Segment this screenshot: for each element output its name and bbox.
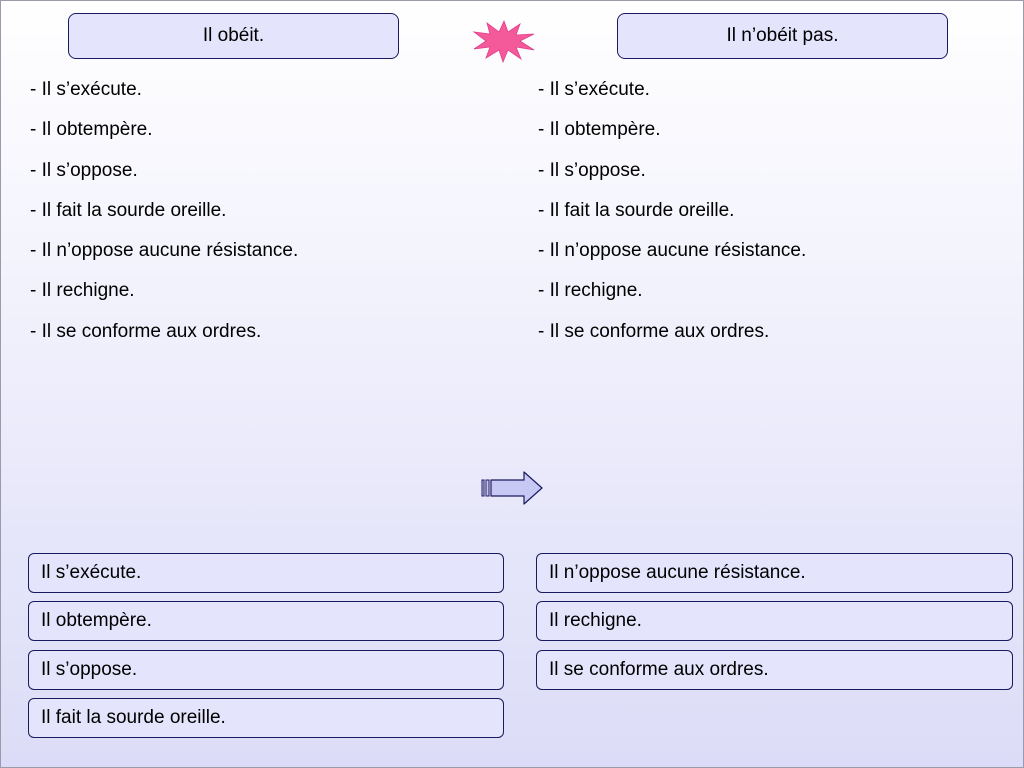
answer-label: Il se conforme aux ordres. xyxy=(549,659,769,680)
list-item: - Il s’exécute. xyxy=(30,79,142,100)
list-item: - Il s’exécute. xyxy=(538,79,650,100)
answer-box-obeys-2[interactable] xyxy=(28,601,504,641)
answer-label: Il n’oppose aucune résistance. xyxy=(549,562,806,583)
list-item: - Il s’oppose. xyxy=(538,159,646,181)
list-item: - Il s’oppose. xyxy=(30,159,138,181)
list-item: - Il fait la sourde oreille. xyxy=(30,199,227,221)
answer-label: Il s’exécute. xyxy=(41,562,142,583)
header-obeys[interactable] xyxy=(68,13,399,59)
list-item: - Il se conforme aux ordres. xyxy=(30,320,262,342)
answer-label: Il fait la sourde oreille. xyxy=(41,707,226,728)
answer-box-disobeys-3[interactable] xyxy=(536,650,1013,690)
list-item: - Il rechigne. xyxy=(30,280,135,302)
answer-box-obeys-1[interactable] xyxy=(28,553,504,593)
list-item: - Il obtempère. xyxy=(30,119,153,141)
list-item: - Il n’oppose aucune résistance. xyxy=(538,240,807,262)
answer-box-obeys-3[interactable] xyxy=(28,650,504,690)
starburst-icon[interactable] xyxy=(470,18,538,64)
header-disobeys[interactable] xyxy=(617,13,948,59)
answer-label: Il rechigne. xyxy=(549,610,642,631)
list-item: - Il n’oppose aucune résistance. xyxy=(30,240,299,262)
answer-box-disobeys-1[interactable] xyxy=(536,553,1013,593)
list-item: - Il se conforme aux ordres. xyxy=(538,320,770,342)
list-item: - Il obtempère. xyxy=(538,119,661,141)
list-item: - Il rechigne. xyxy=(538,280,643,302)
arrow-right-icon[interactable] xyxy=(480,470,546,508)
answer-box-obeys-4[interactable] xyxy=(28,698,504,738)
answer-label: Il s’oppose. xyxy=(41,659,138,680)
phrase-list-left xyxy=(30,78,298,360)
list-item: - Il fait la sourde oreille. xyxy=(538,199,735,221)
header-obeys-label: Il obéit. xyxy=(202,25,265,46)
answer-box-disobeys-2[interactable] xyxy=(536,601,1013,641)
answer-label: Il obtempère. xyxy=(41,610,152,631)
header-disobeys-label: Il n’obéit pas. xyxy=(726,25,839,46)
phrase-list-right xyxy=(538,78,806,360)
